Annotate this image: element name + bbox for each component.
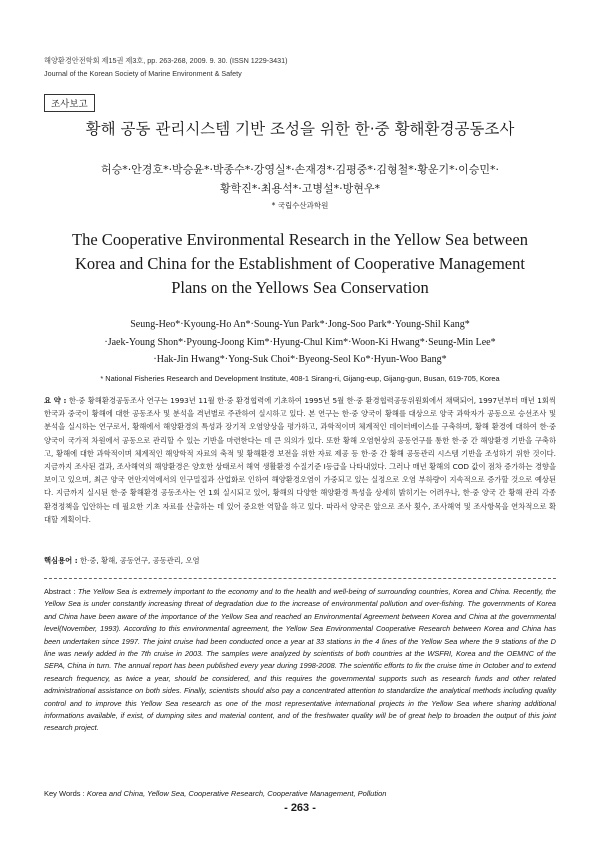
korean-authors: [40, 160, 560, 198]
korean-keywords-label: 핵심용어 :: [44, 556, 78, 565]
english-abstract-label: Abstract :: [44, 587, 76, 596]
english-abstract-text: The Yellow Sea is extremely important to the economy and to the health and well-being of surrounding countries, Korea and China. Recently, the Yellow Sea is under constantly increasing threat of degradation due to the increase of environmental pollution and over-fishing. The governments of Korea and China have been aware of the importance of the Yellow Sea and reached an Environmental Agreement between Korea and China at the governmental level(November, 1993). According to this environmental agreement, the Yellow Sea Environmental Cooperative Research between Korea and China has been undertaken since 1997. The joint cruise had been conducted once a year at 33 stations in the 4 lines of the Yellow Sea where the 9 stations of the D line was newly added in the 7th cruise in 2003. The samples were analyzed by scientists of both countries at the WSFRI, Korea and the OEMNC of the SEPA, China in turn. The annual report has been published every year during 1998-2008. The scientific efforts to fix the cruise time in October and to extend research frequency, as twice a year, should be considered, and this requires the governmental supports such as research funds and other related administrational assistance on both sides. Finally, scientists should also pay a concentrated attention to standardize the analytical methods including quality control and to improve this Yellow Sea research as one of the most representative international projects in the Yellow Sea where sharing additional informations available, if exist, of dumping sites and material content, and of the freshwater quality will be of great help to broaden the output of this joint research project.: [44, 587, 556, 733]
english-authors-line-1: Seung-Heo*·Kyoung-Ho An*·Soung-Yun Park*·Jong-Soo Park*·Young-Shil Kang*: [130, 319, 470, 330]
korean-title: 황해 공동 관리시스템 기반 조성을 위한 한·중 황해환경공동조사: [85, 120, 515, 138]
english-authors-line-3: ·Hak-Jin Hwang*·Yong-Suk Choi*·Byeong-Seol Ko*·Hyun-Woo Bang*: [153, 354, 447, 365]
page-number: - 263 -: [284, 802, 316, 814]
english-keywords-label: Key Words :: [44, 789, 85, 798]
category-label: 조사보고: [44, 94, 95, 112]
english-title-line-1: The Cooperative Environmental Research in the Yellow Sea between: [72, 230, 528, 249]
journal-name: Journal of the Korean Society of Marine Environment & Safety: [44, 69, 242, 78]
english-keywords-text: Korea and China, Yellow Sea, Cooperative Research, Cooperative Management, Pollution: [86, 789, 387, 798]
section-divider: [44, 578, 556, 579]
english-authors: [50, 316, 550, 369]
korean-abstract-label: 요 약 :: [44, 396, 67, 405]
korean-authors-line-1: 허승*·안경호*·박승윤*·박종수*·강영실*·손재경*·김평중*·김형철*·황운기*·이승민*·: [100, 163, 500, 176]
korean-abstract-text: 한·중 황해환경공동조사 연구는 1993년 11월 한·중 환경협력에 기초하여 1995년 5월 한·중 환경협력공동위원회에서 채택되어, 1997년부터 매년 1회씩 한국과 중국이 황해에 대한 공동조사 및 분석을 격년별로 주관하여 실시하고 있다. 본 연구는 한·중 양국이 황해를 대상으로 양국 과학자가 공동으로 승선조사 및 분석을 실시하는 연구로서, 황해에서 해양환경의 특성과 장기적 오염양상을 평가하고, 과학적이며 체계적인 데이터베이스를 구축하며, 황해 환경에 대하여 한·중 양국이 국가적 차원에서 공동으로 관리할 수 있는 기반을 마련한다는 데 큰 의의가 있다. 또한 황해 오염현상의 공동연구를 통한 한·중 간 해양환경 기반을 구축하고, 황해에 대한 과학적이며 체계적인 해양학적 자료의 축적 및 황해환경 보전을 위한 자료 제공 등 한·중 간 황해 공동관리 시스템 기반을 조성하기 위한 것이다. 지금까지 조사된 결과, 조사해역의 해양환경은 양호한 상태로서 해역 생활환경 수질기준 I등급을 나타내었다. 그러나 매년 황해의 COD 값이 점차 증가하는 경향을 보이고 있으며, 최근 양국 연안지역에서의 인구밀집과 산업화로 인하여 해양환경오염이 가중되고 있는 실정으로 오염 부하량이 지속적으로 증가할 것으로 예상된다. 지금까지 실시된 한·중 황해환경 공동조사는 연 1회 실시되고 있어, 황해의 다양한 해양환경 특성을 상세히 밝히기는 어려우나, 한·중 양국 간 황해 관리 각종 환경정책을 입안하는 데 필요한 기초 자료를 산출하는 데 있어 중요한 역할을 하고 있다. 따라서 양국은 앞으로 조사 횟수, 조사해역 및 조사항목을 연차적으로 확대할 계획이다.: [44, 396, 556, 524]
korean-affiliation: * 국립수산과학원: [271, 201, 329, 210]
korean-keywords: [44, 556, 200, 566]
english-title-line-3: Plans on the Yellows Sea Conservation: [171, 278, 429, 297]
english-title: [30, 228, 570, 300]
korean-keywords-text: 한·중, 황해, 공동연구, 공동관리, 오염: [79, 556, 200, 565]
english-authors-line-2: ·Jaek-Young Shon*·Pyoung-Joong Kim*·Hyung-Chul Kim*·Woon-Ki Hwang*·Seung-Min Lee*: [104, 336, 496, 348]
english-affiliation: * National Fisheries Research and Development Institute, 408-1 Sirang-ri, Gijang-eup, Gijang-gun, Busan, 619-705, Korea: [100, 374, 500, 383]
journal-citation: 해양환경안전학회 제15권 제3호, pp. 263-268, 2009. 9. 30. (ISSN 1229-3431): [44, 56, 288, 65]
english-abstract: [44, 586, 556, 735]
korean-authors-line-2: 황학진*·최용석*·고병설*·방현우*: [219, 182, 380, 195]
korean-abstract: [44, 394, 556, 526]
english-title-line-2: Korea and China for the Establishment of Cooperative Management: [75, 254, 525, 273]
english-keywords: [44, 789, 386, 798]
